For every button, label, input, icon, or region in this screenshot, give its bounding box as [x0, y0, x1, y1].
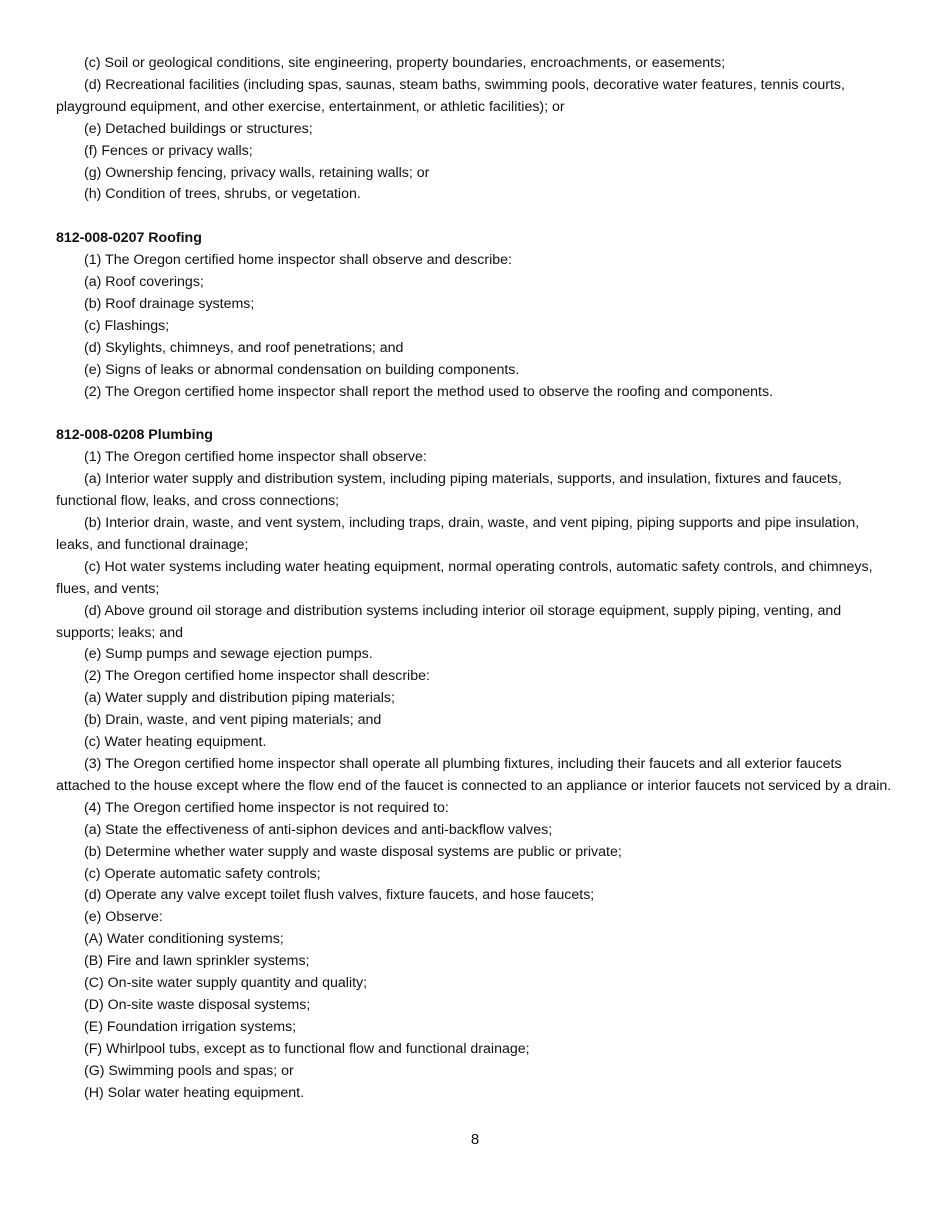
paragraph: (b) Drain, waste, and vent piping materials; and	[84, 712, 382, 729]
paragraph: (c) Water heating equipment.	[84, 734, 267, 751]
paragraph: (c) Hot water systems including water heating equipment, normal operating controls, automatic safety controls, and chimneys, flues, and vents;	[56, 558, 873, 597]
paragraph: (E) Foundation irrigation systems;	[84, 1018, 297, 1035]
document-page	[56, 53, 896, 1104]
paragraph: (C) On-site water supply quantity and quality;	[84, 975, 368, 992]
paragraph: (g) Ownership fencing, privacy walls, retaining walls; or	[84, 164, 430, 181]
page-number: 8	[470, 1131, 480, 1148]
paragraph: (F) Whirlpool tubs, except as to functional flow and functional drainage;	[84, 1040, 530, 1057]
paragraph: (a) Interior water supply and distribution system, including piping materials, supports, and insulation, fixtures and faucets, functional flow, leaks, and cross connections;	[56, 471, 842, 510]
paragraph: (d) Above ground oil storage and distribution systems including interior oil storage equipment, supply piping, venting, and supports; leaks; and	[56, 602, 842, 641]
paragraph: (f) Fences or privacy walls;	[84, 142, 253, 159]
paragraph: (b) Interior drain, waste, and vent system, including traps, drain, waste, and vent piping, piping supports and pipe insulation, leaks, and functional drainage;	[56, 515, 860, 553]
plumbing-section	[56, 425, 896, 1104]
paragraph: (e) Signs of leaks or abnormal condensation on building components.	[84, 361, 520, 378]
paragraph: (e) Sump pumps and sewage ejection pumps.	[84, 646, 373, 663]
section-gap	[56, 403, 896, 425]
paragraph: (c) Soil or geological conditions, site engineering, property boundaries, encroachments, or easements;	[84, 55, 726, 71]
paragraph: (G) Swimming pools and spas; or	[84, 1062, 294, 1079]
paragraph: (2) The Oregon certified home inspector shall report the method used to observe the roofing and components.	[84, 383, 774, 400]
paragraph: (1) The Oregon certified home inspector shall observe:	[84, 449, 427, 466]
paragraph: (h) Condition of trees, shrubs, or vegetation.	[84, 186, 361, 203]
paragraph: (d) Operate any valve except toilet flush valves, fixture faucets, and hose faucets;	[84, 887, 595, 904]
section-heading-plumbing: 812-008-0208 Plumbing	[56, 427, 213, 444]
intro-section	[56, 53, 896, 206]
paragraph: (a) Water supply and distribution piping materials;	[84, 690, 395, 707]
paragraph: (4) The Oregon certified home inspector is not required to:	[84, 799, 449, 816]
paragraph: (d) Recreational facilities (including spas, saunas, steam baths, swimming pools, decorative water features, tennis courts, playground equipment, and other exercise, entertainment, or athletic facilities); or	[56, 76, 845, 115]
roofing-section	[56, 228, 896, 403]
paragraph: (d) Skylights, chimneys, and roof penetrations; and	[84, 339, 404, 356]
paragraph: (e) Observe:	[84, 909, 163, 926]
paragraph: (1) The Oregon certified home inspector shall observe and describe:	[84, 252, 512, 269]
paragraph: (b) Roof drainage systems;	[84, 295, 255, 312]
paragraph: (H) Solar water heating equipment.	[84, 1084, 305, 1101]
section-gap	[56, 206, 896, 228]
paragraph: (b) Determine whether water supply and waste disposal systems are public or private;	[84, 843, 622, 860]
paragraph: (a) State the effectiveness of anti-siphon devices and anti-backflow valves;	[84, 821, 553, 838]
paragraph: (c) Operate automatic safety controls;	[84, 865, 321, 882]
paragraph: (2) The Oregon certified home inspector shall describe:	[84, 668, 430, 685]
paragraph: (A) Water conditioning systems;	[84, 931, 284, 948]
section-heading-roofing: 812-008-0207 Roofing	[56, 230, 202, 247]
paragraph: (B) Fire and lawn sprinkler systems;	[84, 953, 310, 970]
paragraph: (c) Flashings;	[84, 317, 170, 334]
paragraph: (D) On-site waste disposal systems;	[84, 996, 311, 1013]
paragraph: (a) Roof coverings;	[84, 274, 204, 291]
paragraph: (e) Detached buildings or structures;	[84, 120, 313, 137]
paragraph: (3) The Oregon certified home inspector shall operate all plumbing fixtures, including their faucets and all exterior faucets attached to the house except where the flow end of the faucet is connected to an appliance or interior faucets not serviced by a drain.	[56, 755, 892, 794]
